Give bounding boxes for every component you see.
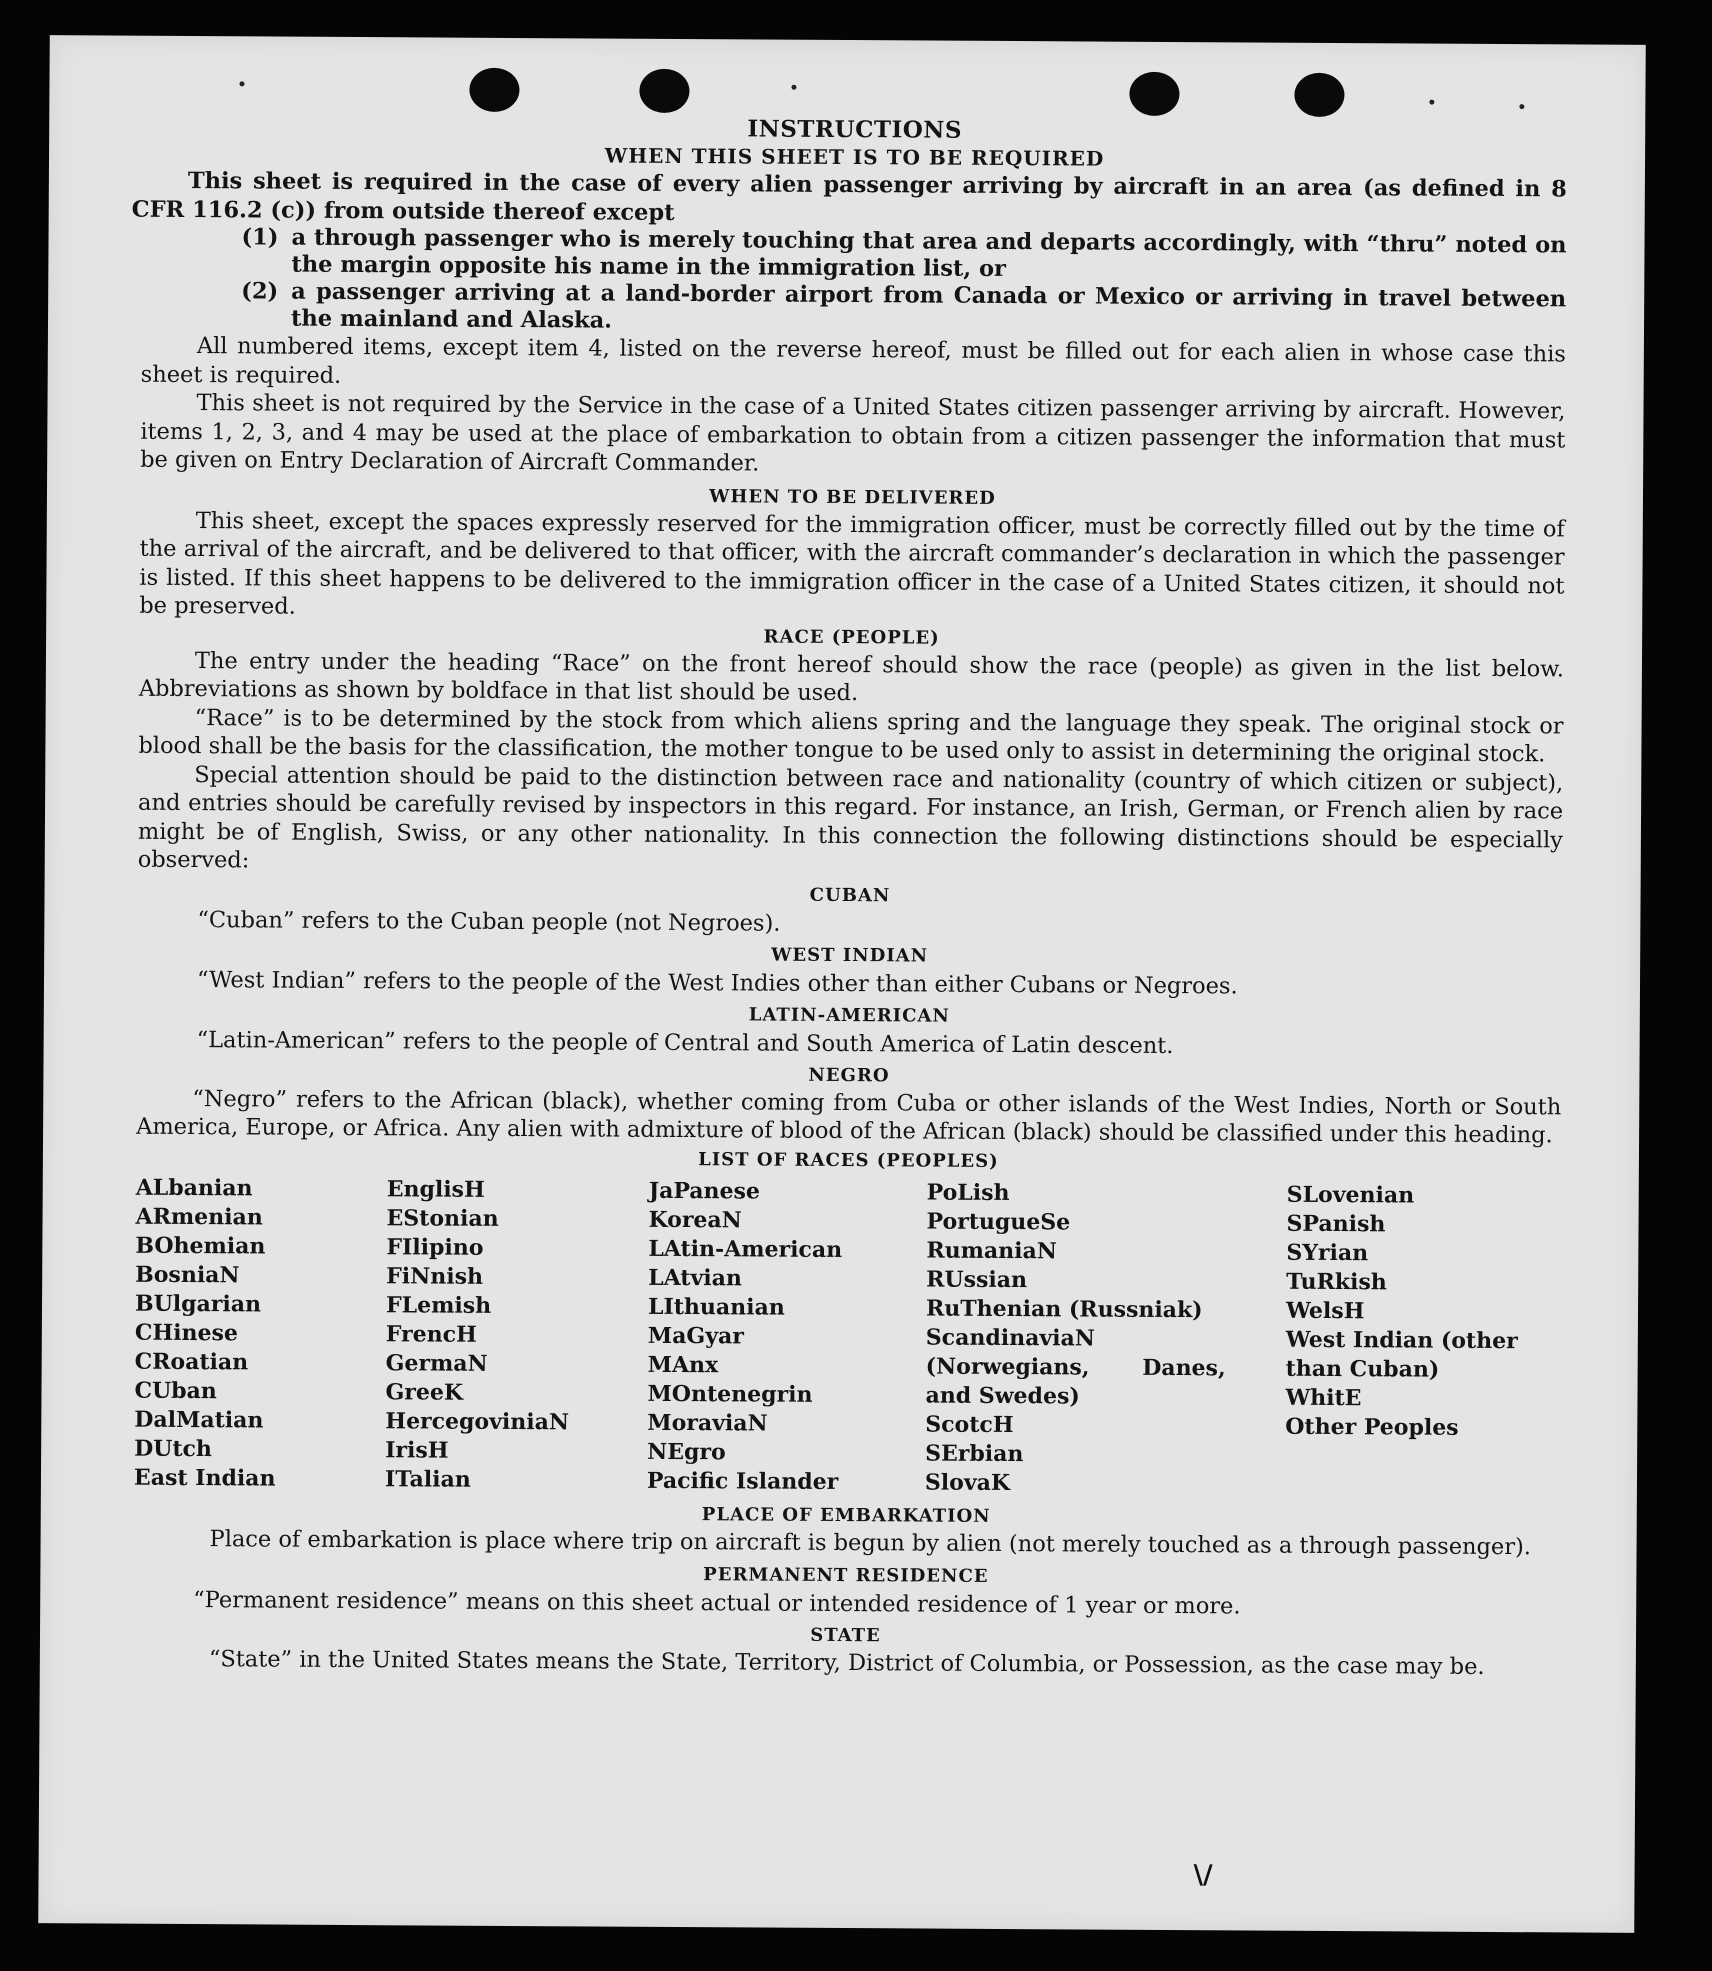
state-text: “State” in the United States means the State, Territory, District of Columbia, or Possession, as the case may be. <box>208 1646 1485 1680</box>
race-entry: ScandinaviaN (Norwegians, Danes, and Swedes) <box>925 1324 1226 1409</box>
permanent-residence-text: “Permanent residence” means on this sheet actual or intended residence of 1 year or more. <box>193 1587 1241 1620</box>
race-entry: LAtvian <box>648 1264 743 1291</box>
exception-item <box>141 278 1566 341</box>
race-entry: ScotcH <box>925 1411 1014 1438</box>
exception-item <box>141 224 1566 287</box>
race-para1: The entry under the heading “Race” on the front hereof should show the race (people) as given in the list below. Abbreviations as shown by boldface in that list should be used. <box>138 647 1565 707</box>
race-entry: CRoatian <box>134 1348 249 1375</box>
section-heading-latin-american: LATIN-AMERICAN <box>748 1003 950 1027</box>
race-entry: PortugueSe <box>926 1208 1071 1235</box>
section-heading-west-indian: WEST INDIAN <box>771 944 929 967</box>
race-entry: MOntenegrin <box>647 1380 813 1408</box>
section-heading-when-delivered: WHEN TO BE DELIVERED <box>709 485 996 509</box>
race-entry: CUban <box>134 1377 217 1404</box>
race-entry: ALbanian <box>135 1174 253 1201</box>
race-entry: SlovaK <box>924 1469 1011 1496</box>
race-entry: WhitE <box>1285 1384 1362 1411</box>
race-para2: “Race” is to be determined by the stock from which aliens spring and the language they speak. The original stock or blood shall be the basis for the classification, the mother tongue to be used only to assist in determining the original stock. <box>138 704 1564 768</box>
race-entry: East Indian <box>133 1464 276 1492</box>
race-entry: HercegoviniaN <box>385 1407 570 1435</box>
race-entry: RUssian <box>926 1266 1028 1293</box>
race-entry: Pacific Islander <box>646 1467 839 1495</box>
punch-hole <box>639 69 689 113</box>
races-column <box>1285 1180 1532 1500</box>
race-entry: TuRkish <box>1286 1268 1387 1295</box>
race-entry: SErbian <box>925 1440 1024 1467</box>
race-entry: LAtin-American <box>648 1235 843 1263</box>
race-entry: EStonian <box>386 1204 499 1232</box>
race-entry: KoreaN <box>648 1206 742 1233</box>
page-mark: \/ <box>1193 1860 1213 1891</box>
exception-item-text: a passenger arriving at a land-border airport from Canada or Mexico or arriving in travel between the mainland and Alaska. <box>290 278 1567 334</box>
exception-item-number: (1) <box>241 224 279 251</box>
paper-speck <box>791 85 796 90</box>
race-entry: BUlgarian <box>134 1290 262 1317</box>
paper-speck <box>1429 100 1434 105</box>
races-column <box>134 1173 387 1494</box>
race-entry: BOhemian <box>135 1232 266 1259</box>
punch-hole <box>469 68 519 112</box>
race-entry: DUtch <box>134 1435 213 1462</box>
race-entry: MoraviaN <box>647 1409 768 1437</box>
section-heading-permanent-residence: PERMANENT RESIDENCE <box>703 1564 989 1587</box>
punch-hole <box>1294 73 1344 117</box>
negro-text: “Negro” refers to the African (black), whether coming from Cuba or other islands of the West Indies, North or South America, Europe, or Africa. Any alien with admixture of blood of the African (black) should be classified under this heading. <box>136 1085 1562 1149</box>
race-entry: GreeK <box>385 1378 464 1406</box>
race-entry: Other Peoples <box>1285 1413 1459 1441</box>
race-entry: FiNnish <box>386 1262 484 1290</box>
race-entry: FIlipino <box>386 1233 484 1261</box>
section-heading-race: RACE (PEOPLE) <box>763 626 940 649</box>
instructions-content <box>133 112 1568 1682</box>
section-heading-place-of-embarkation: PLACE OF EMBARKATION <box>701 1503 991 1527</box>
section-heading-negro: NEGRO <box>808 1064 890 1086</box>
races-column <box>925 1178 1227 1499</box>
race-entry: CHinese <box>134 1319 238 1346</box>
race-entry: MAnx <box>647 1351 719 1378</box>
document-sheet <box>38 35 1646 1933</box>
race-entry: NEgro <box>647 1438 726 1465</box>
page-title: INSTRUCTIONS <box>747 115 963 144</box>
race-entry: FLemish <box>385 1291 492 1319</box>
race-entry: MaGyar <box>647 1322 744 1349</box>
race-entry: SLovenian <box>1286 1181 1415 1208</box>
race-entry: JaPanese <box>648 1177 761 1205</box>
when-required-para3: This sheet is not required by the Service in the case of a United States citizen passenger arriving by aircraft. However, items 1, 2, 3, and 4 may be used at the place of embarkation to obtain from a citizen passenger the information that must be given on Entry Declaration of Aircraft Commander. <box>140 390 1566 477</box>
race-entry: FrencH <box>385 1320 477 1348</box>
race-entry: EnglisH <box>386 1175 485 1203</box>
race-entry: SYrian <box>1286 1239 1369 1266</box>
punch-hole <box>1129 72 1179 116</box>
races-column <box>647 1176 927 1497</box>
race-para3: Special attention should be paid to the distinction between race and nationality (country of which citizen or subject), and entries should be carefully revised by inspectors in this regard. For instance, an Irish, German, or French alien by race might be of English, Swiss, or any other nationality. In this connection the following distinctions should be especially observed: <box>137 761 1564 874</box>
west-indian-text: “West Indian” refers to the people of the West Indies other than either Cubans or Negroes. <box>196 966 1238 999</box>
when-required-intro: This sheet is required in the case of every alien passenger arriving by aircraft in an area (as defined in 8 CFR 116.2 (c)) from outside thereof except <box>131 167 1567 226</box>
when-delivered-text: This sheet, except the spaces expressly reserved for the immigration officer, must be correctly filled out by the time of the arrival of the aircraft, and be delivered to that officer, with the aircraft commander’s declaration in which the passenger is listed. If this sheet happens to be delivered to the immigration officer in the case of a United States citizen, it should not be preserved. <box>139 507 1565 620</box>
race-entry: IrisH <box>385 1436 449 1464</box>
races-table <box>134 1173 1561 1501</box>
race-entry: BosniaN <box>135 1261 240 1288</box>
race-entry: RumaniaN <box>926 1237 1057 1264</box>
race-entry: WelsH <box>1285 1297 1365 1324</box>
paper-speck <box>1519 104 1524 109</box>
exception-item-text: a through passenger who is merely touching that area and departs accordingly, with “thru” noted on the margin opposite his name in the immigration list, or <box>291 224 1567 282</box>
section-heading-state: STATE <box>810 1624 881 1647</box>
race-entry: LIthuanian <box>647 1293 785 1321</box>
when-required-para2: All numbered items, except item 4, listed on the reverse hereof, must be filled out for each alien in whose case this sheet is required. <box>140 333 1566 389</box>
section-heading-list-of-races: LIST OF RACES (PEOPLES) <box>698 1148 999 1172</box>
race-entry: GermaN <box>385 1349 488 1377</box>
cuban-text: “Cuban” refers to the Cuban people (not Negroes). <box>197 906 781 937</box>
race-entry: DalMatian <box>134 1406 264 1433</box>
latin-american-text: “Latin-American” refers to the people of Central and South America of Latin descent. <box>196 1026 1174 1059</box>
race-entry: SPanish <box>1286 1210 1386 1237</box>
exception-item-number: (2) <box>241 278 279 305</box>
paper-speck <box>239 81 244 86</box>
race-entry: RuThenian (Russniak) <box>925 1295 1203 1323</box>
race-entry: ARmenian <box>135 1203 263 1230</box>
races-column <box>385 1175 649 1496</box>
place-of-embarkation-text: Place of embarkation is place where trip on aircraft is begun by alien (not merely touched as a through passenger). <box>209 1525 1532 1560</box>
race-entry: PoLish <box>926 1179 1010 1206</box>
section-heading-when-required: WHEN THIS SHEET IS TO BE REQUIRED <box>604 143 1105 171</box>
race-entry: West Indian (other than Cuban) <box>1285 1326 1518 1383</box>
section-heading-cuban: CUBAN <box>809 884 891 906</box>
race-entry: ITalian <box>384 1465 471 1493</box>
